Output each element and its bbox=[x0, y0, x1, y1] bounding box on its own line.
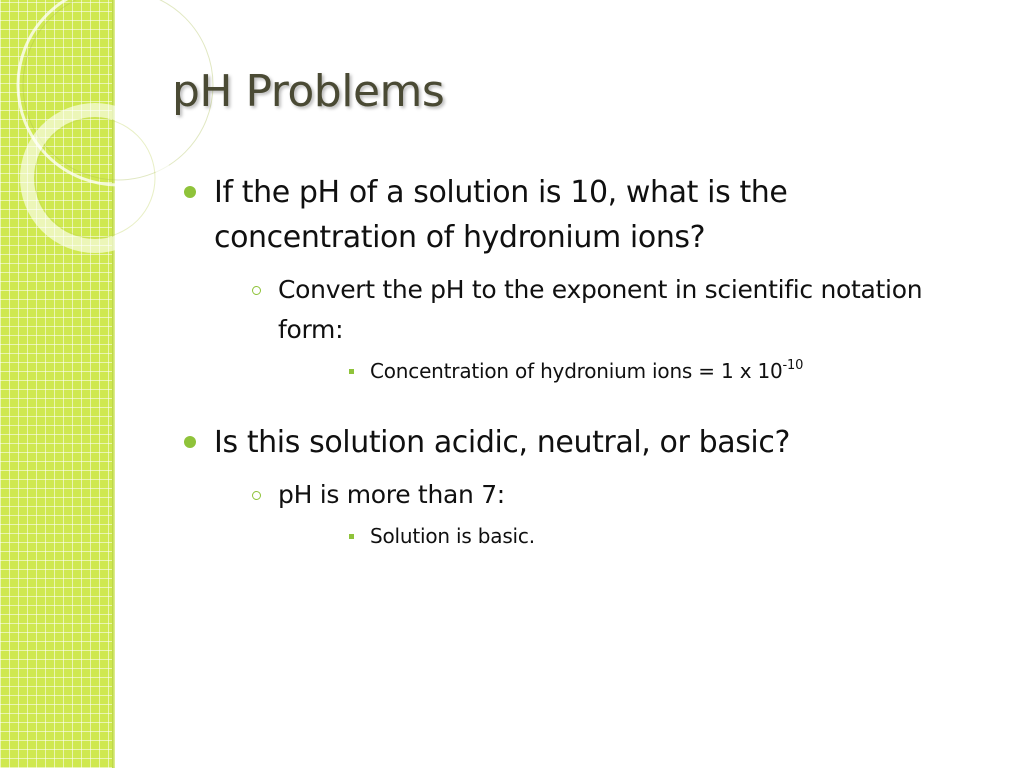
slide-content bbox=[180, 170, 980, 551]
bullet-square-icon bbox=[349, 369, 354, 374]
sub-bullet-item-2-text: pH is more than 7: bbox=[278, 480, 505, 509]
bullet-item-1 bbox=[180, 170, 980, 386]
sub-bullet-item-2 bbox=[214, 475, 980, 551]
detail-item-1-text: Concentration of hydronium ions = 1 x 10 bbox=[370, 359, 783, 383]
slide-title: pH Problems bbox=[172, 66, 445, 117]
side-band-edge bbox=[112, 0, 115, 768]
bullet-item-1-text: If the pH of a solution is 10, what is the concentration of hydronium ions? bbox=[214, 175, 788, 255]
bullet-item-2-text: Is this solution acidic, neutral, or basic? bbox=[214, 425, 790, 460]
bullet-square-icon bbox=[349, 534, 354, 539]
detail-item-1-exponent: -10 bbox=[782, 358, 804, 373]
sub-bullet-item-1 bbox=[214, 270, 980, 386]
detail-item-2 bbox=[278, 521, 980, 551]
bullet-item-2 bbox=[180, 420, 980, 551]
sub-bullet-item-1-text: Convert the pH to the exponent in scientific notation form: bbox=[278, 275, 923, 344]
bullet-ring-icon bbox=[252, 286, 261, 295]
decorative-side-band bbox=[0, 0, 112, 768]
detail-item-2-text: Solution is basic. bbox=[370, 524, 535, 548]
bullet-ring-icon bbox=[252, 491, 261, 500]
bullet-dot-icon bbox=[184, 186, 196, 198]
bullet-dot-icon bbox=[184, 436, 196, 448]
detail-item-1 bbox=[278, 356, 980, 386]
